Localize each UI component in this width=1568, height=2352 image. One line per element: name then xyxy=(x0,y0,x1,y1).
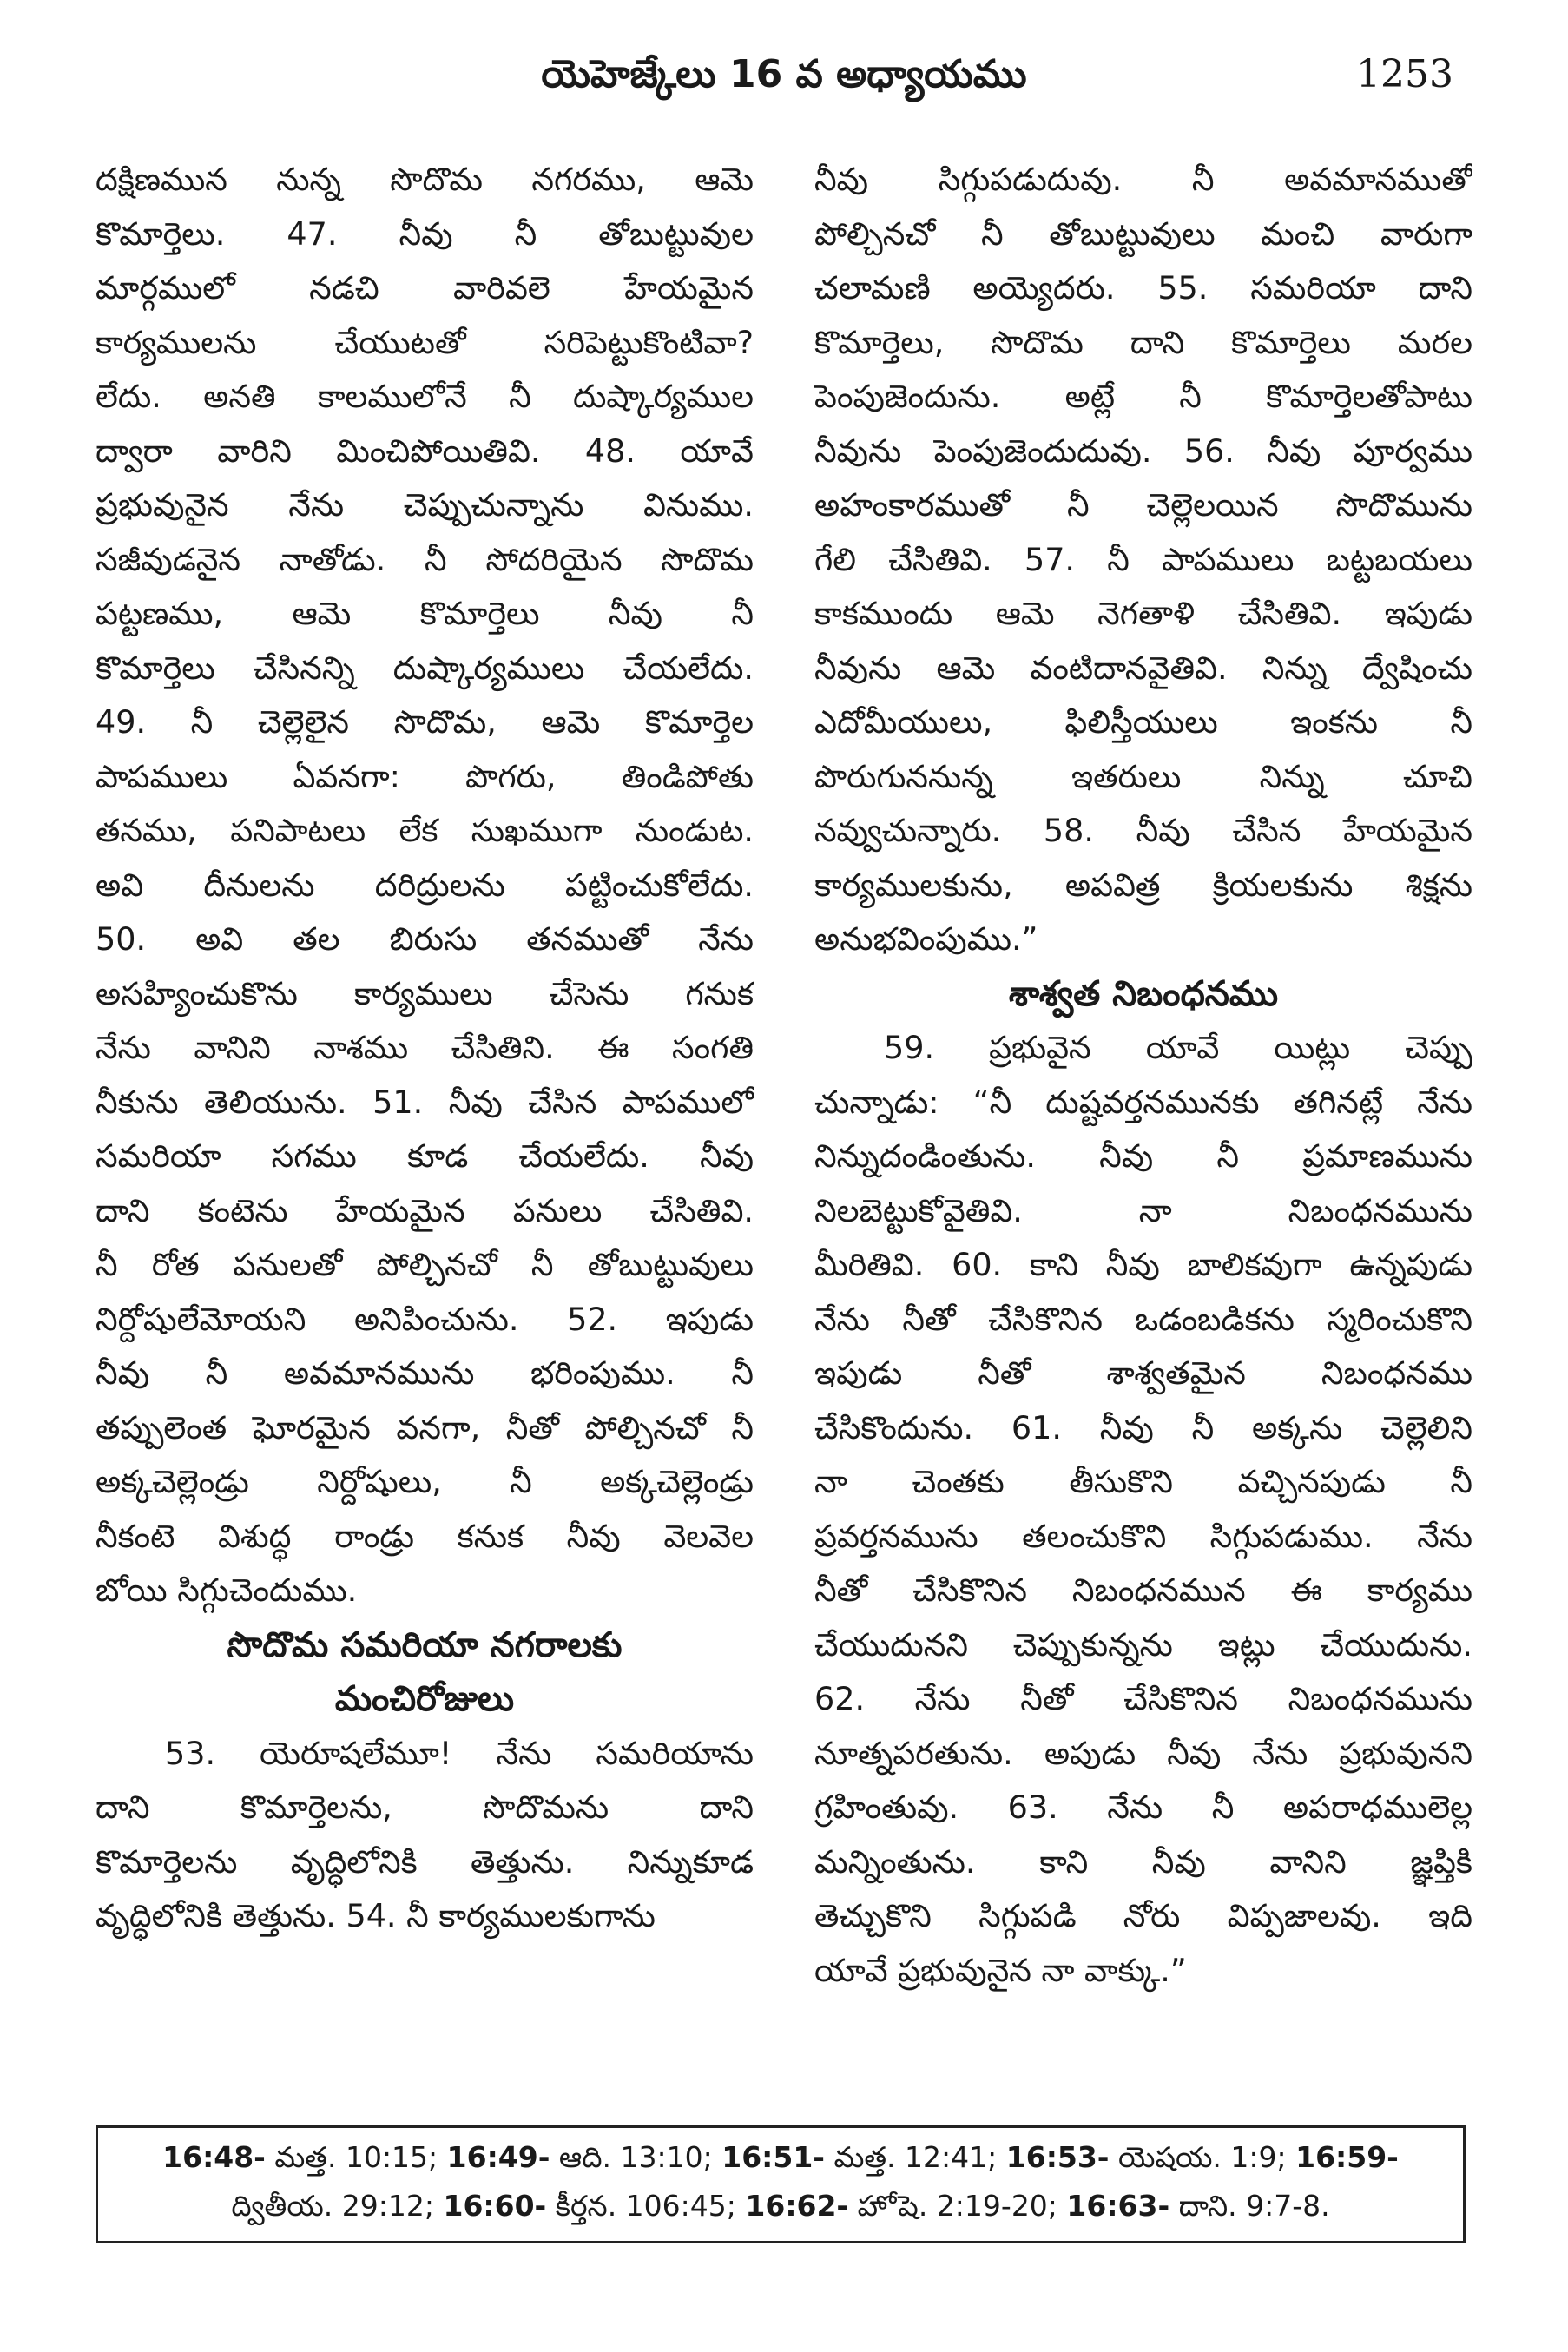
text-line: చలామణి అయ్యెదరు. 55. సమరియా దాని xyxy=(814,269,1472,306)
footnote-ref: 16:63- xyxy=(1066,2189,1170,2223)
text-line: నిన్నుదండింతును. నీవు నీ ప్రమాణమును xyxy=(814,1137,1472,1175)
footnote-text: హోషె. 2:19-20; xyxy=(848,2189,1067,2223)
text-line: దాని కంటెను హేయమైన పనులు చేసితివి. xyxy=(96,1191,754,1229)
page-title: యెహెజ్కేలు 16 వ అధ్యాయము xyxy=(541,52,1027,96)
text-line: నీవు సిగ్గుపడుదువు. నీ అవమానముతో xyxy=(814,161,1472,198)
text-line: కార్యములకును, అపవిత్ర క్రియలకును శిక్షను xyxy=(814,866,1472,904)
text-line: నీవు నీ అవమానమును భరింపుము. నీ xyxy=(96,1354,754,1392)
text-line: పోల్చినచో నీ తోబుట్టువులు మంచి వారుగా xyxy=(814,214,1472,253)
footnote-ref: 16:60- xyxy=(443,2189,547,2223)
text-line: తనము, పనిపాటలు లేక సుఖముగా నుండుట. xyxy=(96,812,754,849)
text-line: మీరితివి. 60. కాని నీవు బాలికవుగా ఉన్నపుడు xyxy=(814,1246,1472,1283)
text-line: చేసికొందును. 61. నీవు నీ అక్కను చెల్లెలిని xyxy=(814,1408,1472,1446)
text-line: లేదు. అనతి కాలములోనే నీ దుష్కార్యముల xyxy=(96,378,754,415)
footnote-text: కీర్తన. 106:45; xyxy=(546,2189,746,2223)
page-header xyxy=(0,40,1568,109)
right-paragraph-1 xyxy=(814,153,1472,967)
text-line: తప్పులెంత ఘోరమైన వనగా, నీతో పోల్చినచో నీ xyxy=(96,1408,754,1446)
footnote-text: ఆది. 13:10; xyxy=(550,2140,722,2174)
footnote-box xyxy=(96,2125,1466,2243)
text-line: నీకును తెలియును. 51. నీవు చేసిన పాపములో xyxy=(96,1083,754,1121)
footnote-text: మత్త. 10:15; xyxy=(265,2140,447,2174)
text-line: పెంపుజెందును. అట్లే నీ కొమార్తెలతోపాటు xyxy=(814,378,1472,415)
text-line: ప్రభువునైన నేను చెప్పుచున్నాను వినుము. xyxy=(96,486,754,524)
text-line: ద్వారా వారిని మించిపోయితివి. 48. యావే xyxy=(96,432,754,470)
text-line: సజీవుడనైన నాతోడు. నీ సోదరియైన సొదొమ xyxy=(96,540,754,578)
left-paragraph-1 xyxy=(96,153,754,1618)
text-line: మన్నింతును. కాని నీవు వానిని జ్ఞప్తికి xyxy=(814,1842,1472,1881)
text-line: 49. నీ చెల్లెలైన సొదొమ, ఆమె కొమార్తెల xyxy=(96,703,754,741)
text-line: నా చెంతకు తీసుకొని వచ్చినపుడు నీ xyxy=(814,1463,1472,1500)
text-line: కొమార్తెలు చేసినన్ని దుష్కార్యములు చేయలేదు. xyxy=(96,649,754,687)
text-line: చున్నాడు: “నీ దుష్టవర్తనమునకు తగినట్లే నేను xyxy=(814,1083,1472,1121)
footnote-line-2 xyxy=(98,2182,1463,2230)
text-line: నీవును ఆమె వంటిదానవైతివి. నిన్ను ద్వేషించు xyxy=(814,649,1472,687)
text-line: నవ్వుచున్నారు. 58. నీవు చేసిన హేయమైన xyxy=(814,812,1472,849)
footnote-ref: 16:62- xyxy=(745,2189,849,2223)
footnote-ref: 16:51- xyxy=(721,2140,825,2174)
footnote-text: మత్త. 12:41; xyxy=(824,2140,1006,2174)
footnote-text: ద్వితీయ. 29:12; xyxy=(231,2189,444,2223)
text-line: సమరియా సగము కూడ చేయలేదు. నీవు xyxy=(96,1137,754,1175)
text-line: వృద్ధిలోనికి తెత్తును. 54. నీ కార్యములకుగాను xyxy=(96,1897,656,1934)
text-line: 53. యెరూషలేమూ! నేను సమరియాను xyxy=(165,1734,754,1772)
text-line: అహంకారముతో నీ చెల్లెలయిన సొదొమును xyxy=(814,486,1472,524)
text-line: బోయి సిగ్గుచెందుము. xyxy=(96,1571,358,1609)
text-line: దక్షిణమున నున్న సొదొమ నగరము, ఆమె xyxy=(96,161,754,198)
text-line: తెచ్చుకొని సిగ్గుపడి నోరు విప్పజాలవు. ఇది xyxy=(814,1897,1472,1934)
text-line: కొమార్తెలు, సొదొమ దాని కొమార్తెలు మరల xyxy=(814,323,1472,361)
text-line: ప్రవర్తనమును తలంచుకొని సిగ్గుపడుము. నేను xyxy=(814,1517,1472,1555)
text-line: కార్యములను చేయుటతో సరిపెట్టుకొంటివా? xyxy=(96,323,754,361)
section-heading-line-2: మంచిరోజులు xyxy=(334,1679,515,1719)
footnote-ref: 16:53- xyxy=(1005,2140,1110,2174)
left-column xyxy=(96,153,754,1944)
text-line: 59. ప్రభువైన యావే యిట్లు చెప్పు xyxy=(884,1029,1472,1066)
footnote-ref: 16:48- xyxy=(162,2140,266,2174)
footnote-line-1 xyxy=(98,2133,1463,2182)
page-number: 1253 xyxy=(1356,52,1453,96)
text-line: నిర్దోషులేమోయని అనిపించును. 52. ఇపుడు xyxy=(96,1300,754,1338)
section-heading-line-1: సొదొమ సమరియా నగరాలకు xyxy=(227,1624,623,1665)
text-line: అనుభవింపుము.” xyxy=(814,920,1038,958)
text-line: నీతో చేసికొనిన నిబంధనమున ఈ కార్యము xyxy=(814,1571,1472,1609)
text-line: ఎదోమీయులు, ఫిలిస్తీయులు ఇంకను నీ xyxy=(814,703,1472,741)
text-line: కాకముందు ఆమె నెగతాళి చేసితివి. ఇపుడు xyxy=(814,595,1472,632)
section-heading: శాశ్వత నిబంధనము xyxy=(1008,973,1279,1014)
text-line: పాపములు ఏవనగా: పొగరు, తిండిపోతు xyxy=(96,757,754,795)
text-line: నీ రోత పనులతో పోల్చినచో నీ తోబుట్టువులు xyxy=(96,1246,754,1283)
footnote-text: యెషయ. 1:9; xyxy=(1109,2140,1296,2174)
text-line: ఇపుడు నీతో శాశ్వతమైన నిబంధనము xyxy=(814,1354,1472,1392)
text-line: గేలి చేసితివి. 57. నీ పాపములు బట్టబయలు xyxy=(814,540,1472,578)
text-line: యావే ప్రభువునైన నా వాక్కు.” xyxy=(814,1951,1187,1989)
text-line: నేను వానిని నాశము చేసితిని. ఈ సంగతి xyxy=(96,1029,754,1066)
text-line: కొమార్తెలు. 47. నీవు నీ తోబుట్టువుల xyxy=(96,214,754,253)
text-line: మార్గములో నడచి వారివలె హేయమైన xyxy=(96,269,754,306)
left-paragraph-2 xyxy=(96,1727,754,1944)
text-line: నేను నీతో చేసికొనిన ఒడంబడికను స్మరించుకొని xyxy=(814,1300,1472,1338)
text-line: కొమార్తెలను వృద్ధిలోనికి తెత్తును. నిన్నుకూడ xyxy=(96,1842,754,1881)
text-line: నీవును పెంపుజెందుదువు. 56. నీవు పూర్వము xyxy=(814,432,1472,470)
right-paragraph-2 xyxy=(814,1021,1472,1998)
text-line: పట్టణము, ఆమె కొమార్తెలు నీవు నీ xyxy=(96,595,754,632)
text-line: 50. అవి తల బిరుసు తనముతో నేను xyxy=(96,920,754,958)
text-line: అవి దీనులను దరిద్రులను పట్టించుకోలేదు. xyxy=(96,866,754,904)
text-line: 62. నేను నీతో చేసికొనిన నిబంధనమును xyxy=(814,1680,1472,1717)
text-line: నీకంటె విశుద్ధ రాండ్రు కనుక నీవు వెలవెల xyxy=(96,1517,754,1555)
right-column xyxy=(814,153,1472,1998)
text-line: అసహ్యించుకొను కార్యములు చేసెను గనుక xyxy=(96,974,754,1012)
footnote-text: దాని. 9:7-8. xyxy=(1169,2189,1330,2223)
text-line: దాని కొమార్తెలను, సొదొమను దాని xyxy=(96,1789,754,1826)
text-line: అక్కచెల్లెండ్రు నిర్దోషులు, నీ అక్కచెల్లెండ్రు xyxy=(96,1463,754,1500)
text-line: చేయుదునని చెప్పుకున్నను ఇట్లు చేయుదును. xyxy=(814,1625,1472,1664)
text-line: పొరుగుననున్న ఇతరులు నిన్ను చూచి xyxy=(814,757,1472,795)
footnote-ref: 16:59- xyxy=(1295,2140,1399,2174)
text-line: నూత్నపరతును. అపుడు నీవు నేను ప్రభువునని xyxy=(814,1734,1472,1772)
footnote-ref: 16:49- xyxy=(446,2140,550,2174)
text-line: గ్రహింతువు. 63. నేను నీ అపరాధములెల్ల xyxy=(814,1789,1472,1826)
text-line: నిలబెట్టుకోవైతివి. నా నిబంధనమును xyxy=(814,1191,1472,1229)
